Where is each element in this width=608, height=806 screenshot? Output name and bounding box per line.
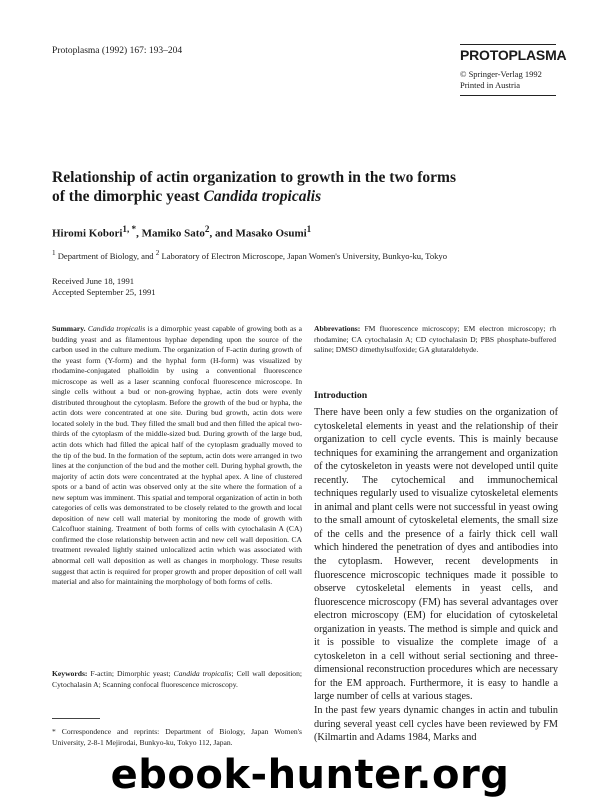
summary-label: Summary. [52,324,86,333]
summary-text: is a dimorphic yeast capable of growing both as a budding yeast and as filamentous hyphae depending upon the source of the carbon used in the culture medium. The organization of F-actin during growth of the yeast form (Y-form) and the hyphal form (H-form) was visualized by rhodamine-conjugated phalloidin by using a conventional fluorescence microscope as well as a laser scanning confocal fluorescence microscope. In single cells without a bud or non-growing hyphae, actin dots were evenly distributed throughout the cytoplasm. Before the growth of the bud or hypha, the actin dots were concentrated at one site. During bud growth, actin dots were located solely in the bud. They filled the small bud and then filled the apical two-thirds of the cytoplasm of the middle-sized bud. During growth of the large bud, actin dots which had filled the apical half of the cytoplasm gradually moved to the tip of the bud. In the formation of the septum, actin dots were arranged in two lines at the conjunction of the bud and the mother cell. During hyphal growth, the majority of actin dots were concentrated at the hyphal apex. A line of clustered spots or a band of actin was observed only at the site where the formation of a new septum was imminent. This spatial and temporal organization of actin in both categories of cells was demonstrated to be closely related to the growth and local deposition of new cell wall material by monitoring the mode of growth with Calcofluor staining. Treatment of both forms of cells with cytochalasin A (CA) confirmed the close relationship between actin and new cell wall deposition. CA treatment revealed lightly stained unlocalized actin which was associated with abnormal cell wall deposition as well as changes in morphology. These results suggest that actin is required for proper growth and proper deposition of cell wall material and also for maintaining the morphology of both forms of cells. [52,324,302,587]
title-species: Candida tropicalis [203,188,322,205]
affiliation-1: Department of Biology, and [55,250,156,261]
abbreviations-label: Abbrevations: [314,324,361,333]
footnote-divider [52,718,100,719]
introduction-paragraph-2: In the past few years dynamic changes in actin and tubulin during several yeast cell cycles have been reviewed by FM (Kilmartin and Adams 1984, Marks and [314,705,558,744]
summary-abstract [52,324,302,588]
article-dates [52,276,156,298]
copyright-notice: © Springer-Verlag 1992 [460,69,542,79]
received-date: Received June 18, 1991 [52,276,135,286]
publisher-block [460,44,567,96]
introduction-body [314,406,558,745]
affiliation-2: Laboratory of Electron Microscope, Japan Women's University, Bunkyo-ku, Tokyo [159,250,448,261]
printed-notice: Printed in Austria [460,80,520,90]
keywords-label: Keywords: [52,669,88,678]
accepted-date: Accepted September 25, 1991 [52,287,156,297]
title-line-2 [52,187,522,206]
article-title [52,168,522,206]
author-3-affiliation-mark: 1 [306,224,312,234]
author-1-affiliation-mark: 1, * [122,224,137,234]
publisher-top-rule [460,44,556,45]
title-line-2-text: of the dimorphic yeast [52,188,204,205]
author-separator: , [136,227,142,240]
introduction-paragraph-1: There have been only a few studies on the organization of cytoskeletal elements in yeast and the relationship of their organization to cell cycle events. This is mainly because techniques for examining the arrangement and organization of the cytoskeleton in yeasts were not developed until quite recently. The cytochemical and immunochemical techniques regularly used to visualize cytoskeletal elements in animal and plant cells were not successful in yeast owing to the small amount of cytoskeletal elements, the small size of the cells and the presence of a fairly thick cell wall which hindered the penetration of dyes and antibodies into the cytoplasm. However, recent developments in fluorescence microscopic techniques made it possible to observe cytoskeletal elements in yeast cells, and fluorescence microscopy (FM) has several advantages over electron microscopy (EM) for elucidation of cytoskeletal organization in yeasts. The method is simple and quick and it is possible to visualize the complete image of a cytoskeleton in a cell without serial sectioning and three-dimensional reconstruction procedures which are necessary for the EM approach. Furthermore, it is easy to handle a large number of cells at various stages. [314,407,558,703]
summary-species: Candida tropicalis [87,324,146,333]
keywords-species: Candida tropicalis [173,669,232,678]
author-3: Masako Osumi [235,227,307,240]
watermark: ebook-hunter.org [110,752,510,798]
author-2-affiliation-mark: 2 [204,224,210,234]
title-line-1: Relationship of actin organization to growth in the two forms [52,169,456,186]
publisher-bottom-rule [460,95,556,96]
author-separator: , and [209,227,236,240]
keywords-text-b: ; Cell wall deposition; Cytochalasin A; Scanning confocal fluorescence microscopy. [52,669,303,689]
abbreviations-text: FM fluorescence microscopy; EM electron microscopy; rh rhodamine; CA cytochalasin A; CD cytochalasin D; PBS phosphate-buffered saline; DMSO dimethylsulfoxide; GA glutaraldehyde. [314,324,556,355]
introduction-heading: Introduction [314,390,368,401]
author-2: Mamiko Sato [141,227,205,240]
affiliation-mark-2: 2 [155,249,160,257]
abbreviations [314,324,556,356]
keywords-text-a: F-actin; Dimorphic yeast; [87,669,174,678]
affiliations [52,249,447,261]
keywords [52,669,302,690]
journal-reference: Protoplasma (1992) 167: 193–204 [52,46,183,56]
journal-name: PROTOPLASMA [460,47,567,63]
affiliation-mark-1: 1 [52,249,56,257]
correspondence-footnote: * Correspondence and reprints: Department of Biology, Japan Women's University, 2-8-1 Mejirodai, Bunkyo-ku, Tokyo 112, Japan. [52,727,302,747]
author-list [52,224,311,240]
author-1: Hiromi Kobori [52,227,123,240]
